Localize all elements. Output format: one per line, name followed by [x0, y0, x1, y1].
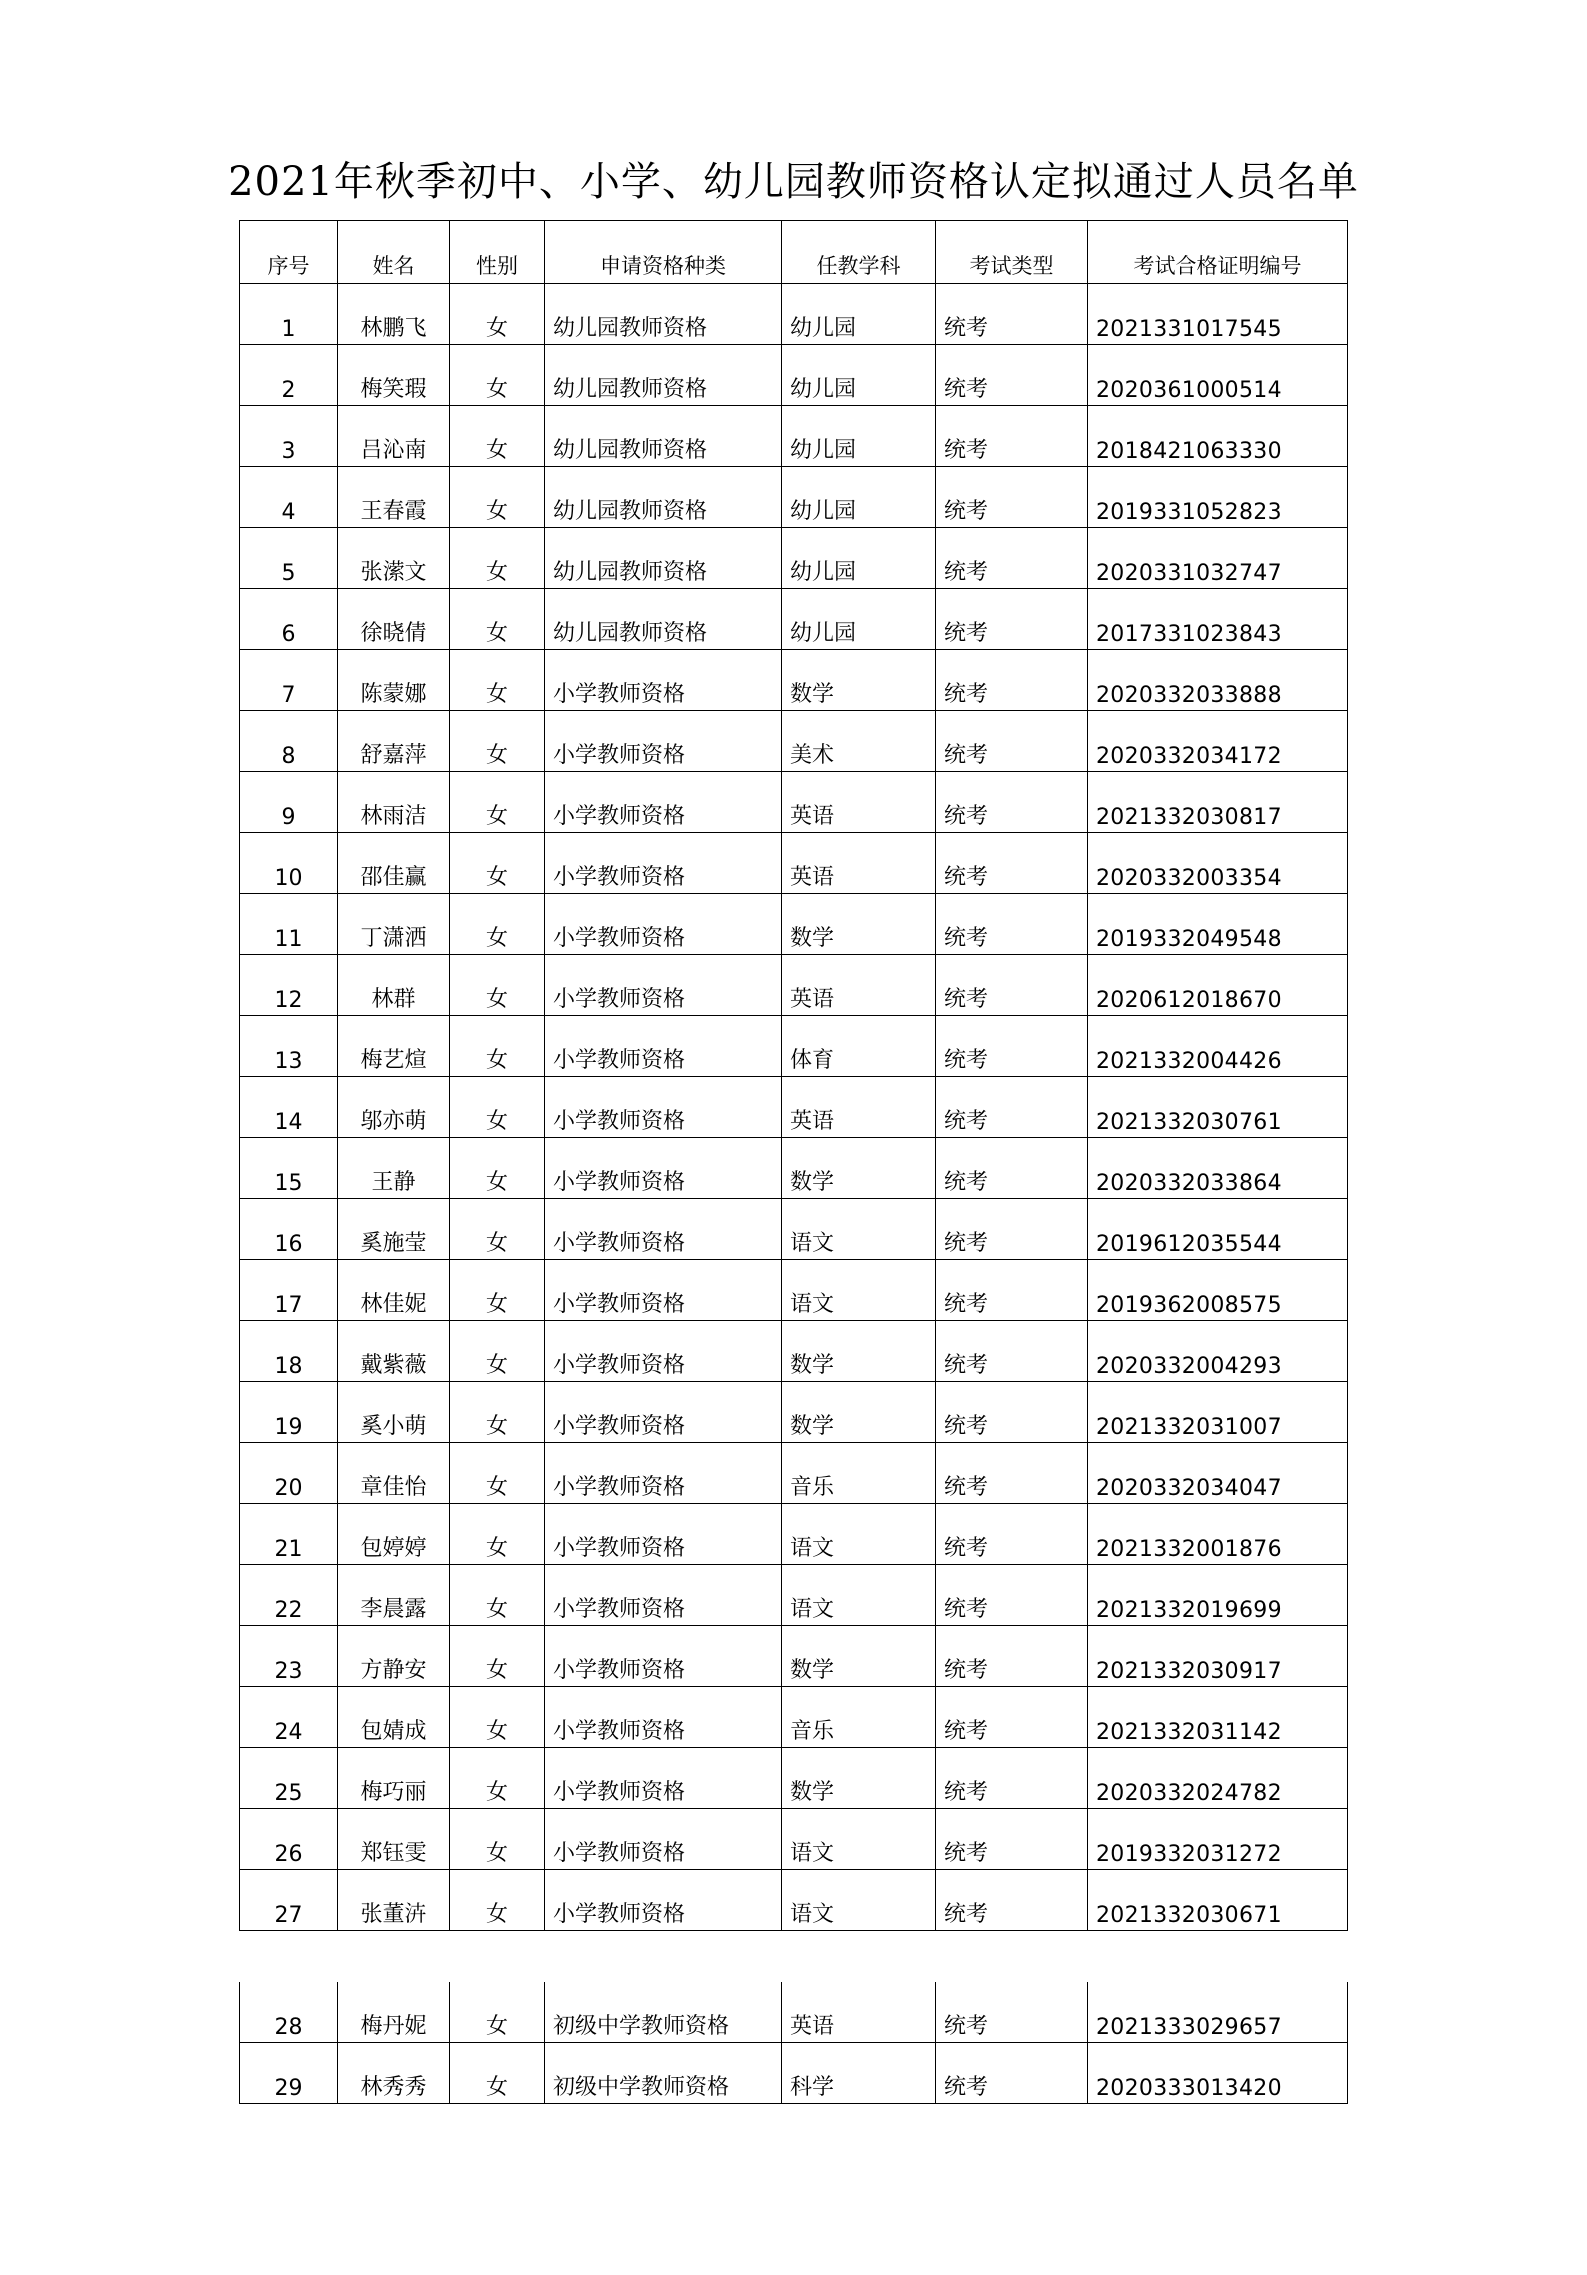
cell-certificate-number: 2021332031007: [1088, 1382, 1348, 1443]
cell-gender: 女: [450, 345, 545, 406]
table-row: [240, 894, 1348, 955]
table-row: [240, 1321, 1348, 1382]
cell-name: 梅艺煊: [338, 1016, 450, 1077]
cell-subject: 语文: [782, 1870, 936, 1931]
table-row: [240, 711, 1348, 772]
cell-name: 林雨洁: [338, 772, 450, 833]
cell-subject: 语文: [782, 1199, 936, 1260]
cell-certificate-number: 2020333013420: [1088, 2043, 1348, 2104]
cell-name: 舒嘉萍: [338, 711, 450, 772]
cell-index: 1: [240, 284, 338, 345]
cell-qualification-type: 小学教师资格: [545, 1565, 782, 1626]
cell-index: 25: [240, 1748, 338, 1809]
cell-certificate-number: 2021333029657: [1088, 1982, 1348, 2043]
cell-name: 梅巧丽: [338, 1748, 450, 1809]
cell-name: 梅丹妮: [338, 1982, 450, 2043]
cell-certificate-number: 2021332030817: [1088, 772, 1348, 833]
cell-exam-type: 统考: [936, 1870, 1088, 1931]
cell-qualification-type: 小学教师资格: [545, 1748, 782, 1809]
cell-index: 8: [240, 711, 338, 772]
table-row: [240, 955, 1348, 1016]
cell-gender: 女: [450, 1199, 545, 1260]
cell-gender: 女: [450, 528, 545, 589]
cell-certificate-number: 2021332031142: [1088, 1687, 1348, 1748]
cell-index: 27: [240, 1870, 338, 1931]
cell-exam-type: 统考: [936, 894, 1088, 955]
table-row: [240, 284, 1348, 345]
table-row: [240, 772, 1348, 833]
cell-name: 林群: [338, 955, 450, 1016]
cell-subject: 数学: [782, 1626, 936, 1687]
cell-subject: 数学: [782, 1138, 936, 1199]
cell-gender: 女: [450, 1565, 545, 1626]
cell-index: 6: [240, 589, 338, 650]
header-cell-certificate-number: 考试合格证明编号: [1088, 221, 1348, 284]
cell-certificate-number: 2020332034172: [1088, 711, 1348, 772]
cell-name: 包婷婷: [338, 1504, 450, 1565]
cell-subject: 幼儿园: [782, 345, 936, 406]
cell-subject: 幼儿园: [782, 284, 936, 345]
cell-exam-type: 统考: [936, 650, 1088, 711]
roster-table-continued: [239, 1982, 1348, 2104]
table-row: [240, 1077, 1348, 1138]
cell-subject: 幼儿园: [782, 406, 936, 467]
cell-exam-type: 统考: [936, 1382, 1088, 1443]
header-cell-gender: 性别: [450, 221, 545, 284]
cell-exam-type: 统考: [936, 772, 1088, 833]
cell-index: 20: [240, 1443, 338, 1504]
cell-qualification-type: 小学教师资格: [545, 650, 782, 711]
cell-index: 13: [240, 1016, 338, 1077]
cell-qualification-type: 小学教师资格: [545, 1138, 782, 1199]
cell-certificate-number: 2021332030917: [1088, 1626, 1348, 1687]
cell-certificate-number: 2019331052823: [1088, 467, 1348, 528]
cell-certificate-number: 2020332003354: [1088, 833, 1348, 894]
cell-gender: 女: [450, 1138, 545, 1199]
header-cell-name: 姓名: [338, 221, 450, 284]
page-title: 2021年秋季初中、小学、幼儿园教师资格认定拟通过人员名单: [228, 159, 1359, 205]
cell-certificate-number: 2017331023843: [1088, 589, 1348, 650]
header-cell-subject: 任教学科: [782, 221, 936, 284]
table-row: [240, 1687, 1348, 1748]
cell-qualification-type: 小学教师资格: [545, 955, 782, 1016]
cell-gender: 女: [450, 1321, 545, 1382]
cell-qualification-type: 小学教师资格: [545, 1504, 782, 1565]
cell-index: 18: [240, 1321, 338, 1382]
cell-qualification-type: 小学教师资格: [545, 894, 782, 955]
cell-subject: 英语: [782, 1077, 936, 1138]
cell-index: 10: [240, 833, 338, 894]
roster-table: [239, 220, 1348, 1931]
cell-qualification-type: 小学教师资格: [545, 1382, 782, 1443]
cell-exam-type: 统考: [936, 1138, 1088, 1199]
cell-exam-type: 统考: [936, 1504, 1088, 1565]
cell-subject: 幼儿园: [782, 467, 936, 528]
cell-index: 29: [240, 2043, 338, 2104]
table-row: [240, 528, 1348, 589]
cell-name: 戴紫薇: [338, 1321, 450, 1382]
cell-exam-type: 统考: [936, 833, 1088, 894]
cell-qualification-type: 小学教师资格: [545, 711, 782, 772]
cell-exam-type: 统考: [936, 467, 1088, 528]
cell-exam-type: 统考: [936, 1748, 1088, 1809]
cell-certificate-number: 2019332049548: [1088, 894, 1348, 955]
cell-exam-type: 统考: [936, 406, 1088, 467]
cell-subject: 幼儿园: [782, 589, 936, 650]
cell-subject: 数学: [782, 1748, 936, 1809]
table-row: [240, 345, 1348, 406]
cell-name: 包婧成: [338, 1687, 450, 1748]
cell-index: 21: [240, 1504, 338, 1565]
cell-gender: 女: [450, 772, 545, 833]
table-row: [240, 833, 1348, 894]
cell-subject: 数学: [782, 650, 936, 711]
cell-subject: 英语: [782, 833, 936, 894]
cell-certificate-number: 2021331017545: [1088, 284, 1348, 345]
cell-gender: 女: [450, 1687, 545, 1748]
cell-certificate-number: 2020361000514: [1088, 345, 1348, 406]
cell-gender: 女: [450, 1982, 545, 2043]
cell-qualification-type: 幼儿园教师资格: [545, 467, 782, 528]
cell-qualification-type: 小学教师资格: [545, 1809, 782, 1870]
cell-subject: 数学: [782, 1382, 936, 1443]
cell-index: 22: [240, 1565, 338, 1626]
cell-index: 4: [240, 467, 338, 528]
cell-exam-type: 统考: [936, 284, 1088, 345]
cell-qualification-type: 幼儿园教师资格: [545, 345, 782, 406]
cell-qualification-type: 初级中学教师资格: [545, 1982, 782, 2043]
cell-certificate-number: 2020612018670: [1088, 955, 1348, 1016]
cell-subject: 英语: [782, 772, 936, 833]
cell-certificate-number: 2019332031272: [1088, 1809, 1348, 1870]
cell-certificate-number: 2020332024782: [1088, 1748, 1348, 1809]
cell-subject: 语文: [782, 1504, 936, 1565]
table-row: [240, 1199, 1348, 1260]
cell-certificate-number: 2020332004293: [1088, 1321, 1348, 1382]
table-row: [240, 1382, 1348, 1443]
cell-name: 王春霞: [338, 467, 450, 528]
cell-name: 方静安: [338, 1626, 450, 1687]
cell-exam-type: 统考: [936, 345, 1088, 406]
cell-index: 23: [240, 1626, 338, 1687]
cell-certificate-number: 2021332001876: [1088, 1504, 1348, 1565]
cell-subject: 数学: [782, 1321, 936, 1382]
cell-index: 12: [240, 955, 338, 1016]
cell-certificate-number: 2020332034047: [1088, 1443, 1348, 1504]
cell-exam-type: 统考: [936, 711, 1088, 772]
table-row: [240, 1748, 1348, 1809]
cell-gender: 女: [450, 1504, 545, 1565]
cell-exam-type: 统考: [936, 1321, 1088, 1382]
cell-name: 吕沁南: [338, 406, 450, 467]
cell-gender: 女: [450, 406, 545, 467]
cell-gender: 女: [450, 833, 545, 894]
cell-name: 徐晓倩: [338, 589, 450, 650]
cell-name: 章佳怡: [338, 1443, 450, 1504]
cell-gender: 女: [450, 1748, 545, 1809]
cell-name: 林秀秀: [338, 2043, 450, 2104]
table-row: [240, 1138, 1348, 1199]
cell-qualification-type: 幼儿园教师资格: [545, 406, 782, 467]
cell-gender: 女: [450, 894, 545, 955]
cell-exam-type: 统考: [936, 589, 1088, 650]
cell-name: 李晨露: [338, 1565, 450, 1626]
cell-qualification-type: 小学教师资格: [545, 1870, 782, 1931]
cell-qualification-type: 幼儿园教师资格: [545, 528, 782, 589]
cell-exam-type: 统考: [936, 528, 1088, 589]
cell-qualification-type: 小学教师资格: [545, 1260, 782, 1321]
cell-certificate-number: 2019612035544: [1088, 1199, 1348, 1260]
cell-subject: 英语: [782, 1982, 936, 2043]
cell-exam-type: 统考: [936, 1199, 1088, 1260]
cell-gender: 女: [450, 1260, 545, 1321]
cell-index: 15: [240, 1138, 338, 1199]
cell-qualification-type: 小学教师资格: [545, 1321, 782, 1382]
cell-name: 张潆文: [338, 528, 450, 589]
cell-qualification-type: 幼儿园教师资格: [545, 589, 782, 650]
cell-gender: 女: [450, 284, 545, 345]
cell-subject: 英语: [782, 955, 936, 1016]
cell-certificate-number: 2021332030671: [1088, 1870, 1348, 1931]
cell-certificate-number: 2020332033888: [1088, 650, 1348, 711]
cell-name: 奚施莹: [338, 1199, 450, 1260]
cell-index: 28: [240, 1982, 338, 2043]
cell-subject: 数学: [782, 894, 936, 955]
table-row: [240, 467, 1348, 528]
cell-index: 7: [240, 650, 338, 711]
cell-certificate-number: 2018421063330: [1088, 406, 1348, 467]
cell-qualification-type: 幼儿园教师资格: [545, 284, 782, 345]
cell-index: 11: [240, 894, 338, 955]
cell-gender: 女: [450, 711, 545, 772]
header-cell-qualification-type: 申请资格种类: [545, 221, 782, 284]
cell-subject: 音乐: [782, 1443, 936, 1504]
cell-subject: 语文: [782, 1260, 936, 1321]
cell-name: 邵佳赢: [338, 833, 450, 894]
table-row: [240, 589, 1348, 650]
cell-gender: 女: [450, 1077, 545, 1138]
cell-certificate-number: 2020331032747: [1088, 528, 1348, 589]
cell-certificate-number: 2021332019699: [1088, 1565, 1348, 1626]
cell-exam-type: 统考: [936, 1565, 1088, 1626]
cell-subject: 语文: [782, 1809, 936, 1870]
table-row: [240, 2043, 1348, 2104]
cell-qualification-type: 初级中学教师资格: [545, 2043, 782, 2104]
table-row: [240, 1443, 1348, 1504]
cell-name: 林佳妮: [338, 1260, 450, 1321]
cell-index: 3: [240, 406, 338, 467]
cell-name: 丁潇洒: [338, 894, 450, 955]
cell-exam-type: 统考: [936, 1077, 1088, 1138]
cell-qualification-type: 小学教师资格: [545, 772, 782, 833]
cell-name: 邬亦萌: [338, 1077, 450, 1138]
cell-exam-type: 统考: [936, 1260, 1088, 1321]
cell-gender: 女: [450, 1016, 545, 1077]
cell-exam-type: 统考: [936, 1443, 1088, 1504]
cell-subject: 体育: [782, 1016, 936, 1077]
table-row: [240, 1016, 1348, 1077]
cell-qualification-type: 小学教师资格: [545, 1077, 782, 1138]
cell-subject: 科学: [782, 2043, 936, 2104]
cell-index: 24: [240, 1687, 338, 1748]
cell-subject: 幼儿园: [782, 528, 936, 589]
cell-gender: 女: [450, 1626, 545, 1687]
cell-name: 奚小萌: [338, 1382, 450, 1443]
header-cell-exam-type: 考试类型: [936, 221, 1088, 284]
cell-exam-type: 统考: [936, 1982, 1088, 2043]
cell-index: 16: [240, 1199, 338, 1260]
cell-name: 郑钰雯: [338, 1809, 450, 1870]
table-row: [240, 1260, 1348, 1321]
cell-exam-type: 统考: [936, 1809, 1088, 1870]
cell-name: 梅笑瑕: [338, 345, 450, 406]
cell-gender: 女: [450, 467, 545, 528]
cell-index: 17: [240, 1260, 338, 1321]
cell-qualification-type: 小学教师资格: [545, 1443, 782, 1504]
cell-certificate-number: 2020332033864: [1088, 1138, 1348, 1199]
cell-gender: 女: [450, 589, 545, 650]
cell-subject: 美术: [782, 711, 936, 772]
cell-certificate-number: 2021332004426: [1088, 1016, 1348, 1077]
cell-exam-type: 统考: [936, 2043, 1088, 2104]
cell-subject: 音乐: [782, 1687, 936, 1748]
cell-index: 9: [240, 772, 338, 833]
cell-certificate-number: 2021332030761: [1088, 1077, 1348, 1138]
cell-gender: 女: [450, 1443, 545, 1504]
cell-gender: 女: [450, 1870, 545, 1931]
cell-index: 26: [240, 1809, 338, 1870]
cell-exam-type: 统考: [936, 955, 1088, 1016]
cell-qualification-type: 小学教师资格: [545, 833, 782, 894]
cell-gender: 女: [450, 1382, 545, 1443]
table-row: [240, 1870, 1348, 1931]
cell-qualification-type: 小学教师资格: [545, 1687, 782, 1748]
table-row: [240, 1626, 1348, 1687]
cell-index: 2: [240, 345, 338, 406]
table-row: [240, 1504, 1348, 1565]
cell-gender: 女: [450, 1809, 545, 1870]
cell-index: 14: [240, 1077, 338, 1138]
cell-qualification-type: 小学教师资格: [545, 1016, 782, 1077]
cell-name: 林鹏飞: [338, 284, 450, 345]
cell-qualification-type: 小学教师资格: [545, 1626, 782, 1687]
table-row: [240, 406, 1348, 467]
table-row: [240, 1982, 1348, 2043]
cell-gender: 女: [450, 2043, 545, 2104]
cell-exam-type: 统考: [936, 1626, 1088, 1687]
header-cell-index: 序号: [240, 221, 338, 284]
cell-qualification-type: 小学教师资格: [545, 1199, 782, 1260]
cell-index: 5: [240, 528, 338, 589]
cell-gender: 女: [450, 955, 545, 1016]
cell-name: 陈蒙娜: [338, 650, 450, 711]
cell-name: 张董泋: [338, 1870, 450, 1931]
cell-exam-type: 统考: [936, 1687, 1088, 1748]
cell-subject: 语文: [782, 1565, 936, 1626]
cell-certificate-number: 2019362008575: [1088, 1260, 1348, 1321]
table-row: [240, 1809, 1348, 1870]
cell-exam-type: 统考: [936, 1016, 1088, 1077]
table-row: [240, 1565, 1348, 1626]
cell-index: 19: [240, 1382, 338, 1443]
table-header-row: [240, 221, 1348, 284]
cell-gender: 女: [450, 650, 545, 711]
table-row: [240, 650, 1348, 711]
cell-name: 王静: [338, 1138, 450, 1199]
